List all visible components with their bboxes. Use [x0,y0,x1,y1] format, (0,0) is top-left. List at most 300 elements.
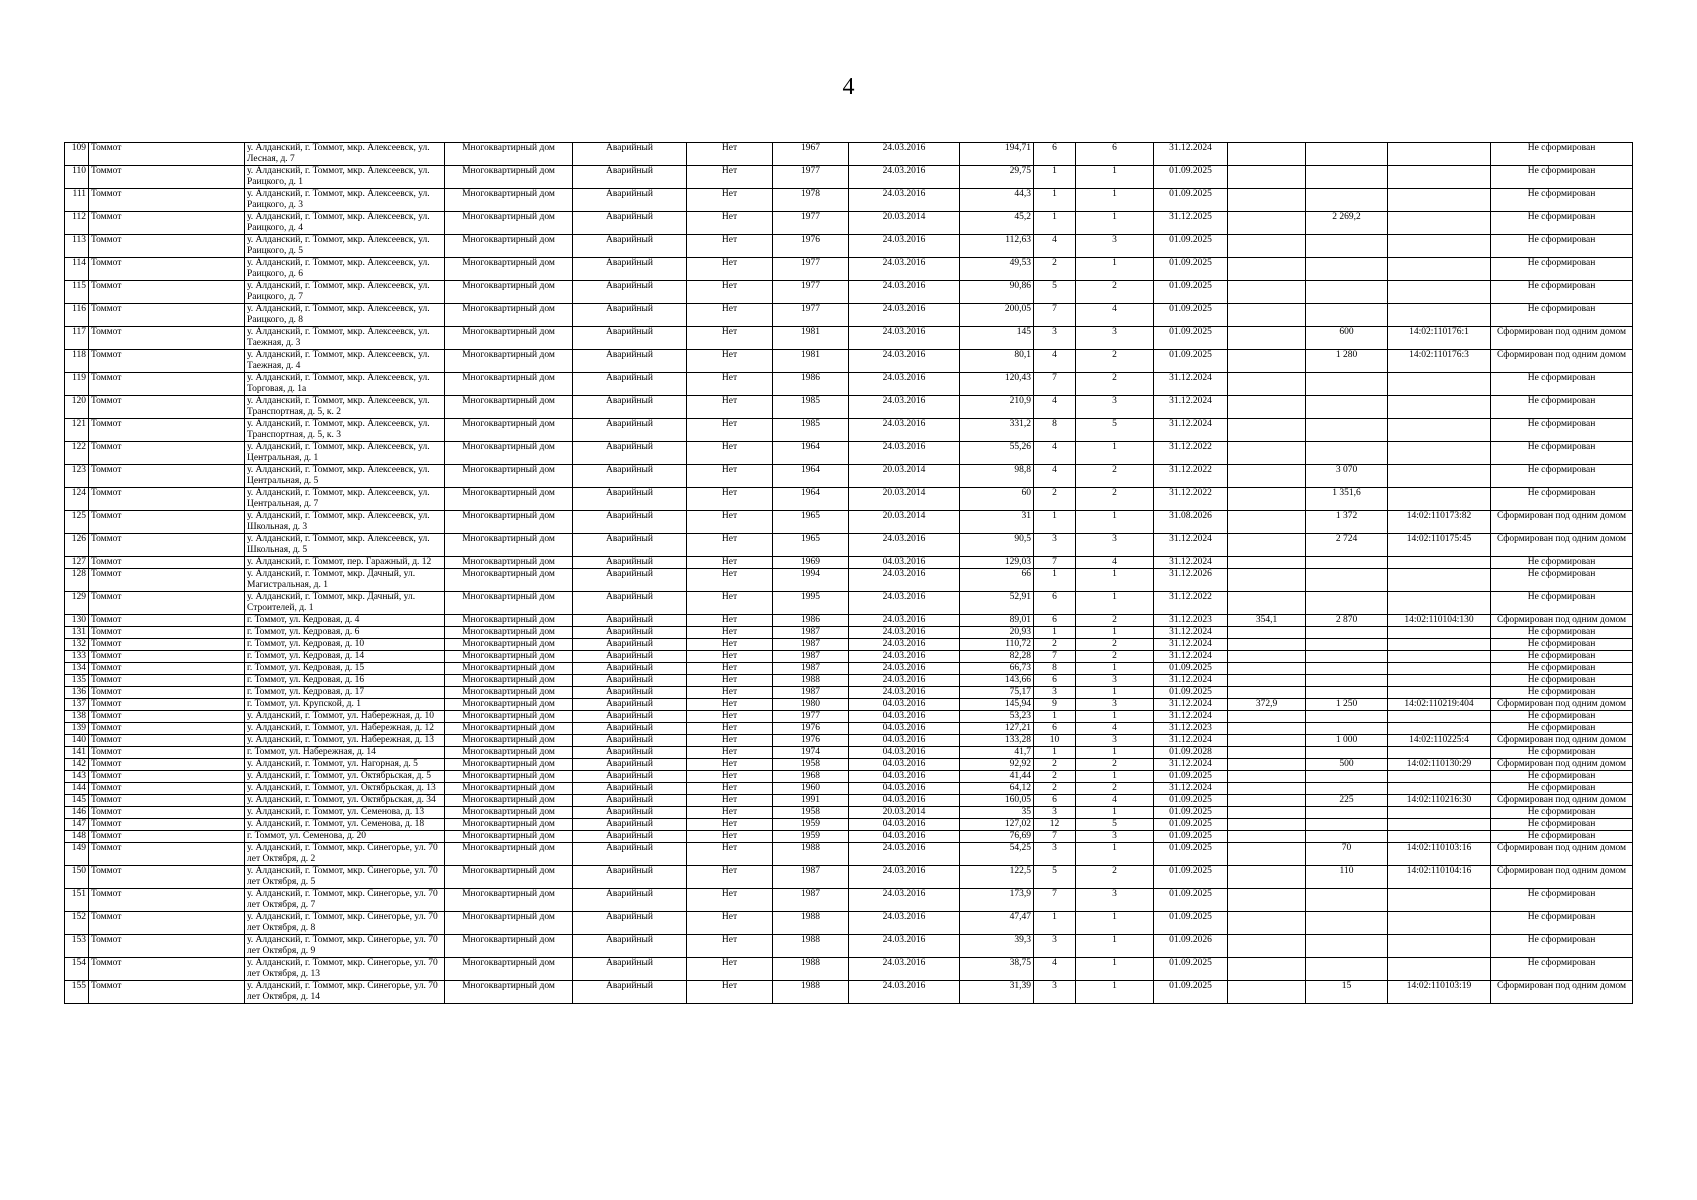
cell-settlement: Томмот [89,235,245,258]
cell-building-type: Многоквартирный дом [445,675,573,687]
cell-area: 76,69 [960,831,1034,843]
cell-construction-year: 1965 [773,511,849,534]
cell-area: 20,93 [960,627,1034,639]
cell-construction-year: 1974 [773,747,849,759]
cell-recognition-date: 24.03.2016 [849,304,960,327]
cell-plot-status: Сформирован под одним домом [1491,699,1633,711]
cell-building-type: Многоквартирный дом [445,866,573,889]
cell-plot-area [1306,396,1388,419]
cell-residents: 1 [1034,627,1076,639]
cell-land-area [1228,143,1306,166]
cell-address: у. Алданский, г. Томмот, ул. Семенова, д. 13 [245,807,445,819]
cell-land-area [1228,675,1306,687]
cell-settlement: Томмот [89,831,245,843]
cell-flats: 1 [1076,627,1154,639]
cell-plot-status: Не сформирован [1491,189,1633,212]
table-row [65,889,1633,912]
cell-cadastral-number [1388,258,1491,281]
cell-resettlement-deadline: 01.09.2025 [1154,866,1228,889]
cell-cadastral-number: 14:02:110216:30 [1388,795,1491,807]
cell-residents: 12 [1034,819,1076,831]
cell-building-type: Многоквартирный дом [445,912,573,935]
cell-condition: Аварийный [573,663,687,675]
cell-plot-status: Не сформирован [1491,747,1633,759]
cell-condition: Аварийный [573,747,687,759]
cell-flats: 1 [1076,663,1154,675]
cell-area: 129,03 [960,557,1034,569]
cell-address: г. Томмот, ул. Кедровая, д. 6 [245,627,445,639]
cell-cadastral-number: 14:02:110104:130 [1388,615,1491,627]
cell-settlement: Томмот [89,327,245,350]
cell-land-area [1228,534,1306,557]
cell-cadastral-number [1388,687,1491,699]
cell-construction-year: 1986 [773,615,849,627]
cell-cultural-heritage: Нет [687,687,773,699]
cell-row-number: 120 [65,396,89,419]
cell-area: 38,75 [960,958,1034,981]
cell-residents: 1 [1034,189,1076,212]
cell-resettlement-deadline: 01.09.2025 [1154,981,1228,1004]
cell-construction-year: 1977 [773,212,849,235]
cell-row-number: 140 [65,735,89,747]
cell-flats: 2 [1076,373,1154,396]
cell-settlement: Томмот [89,747,245,759]
cell-cultural-heritage: Нет [687,569,773,592]
cell-residents: 5 [1034,281,1076,304]
cell-area: 44,3 [960,189,1034,212]
cell-cultural-heritage: Нет [687,212,773,235]
cell-condition: Аварийный [573,699,687,711]
cell-building-type: Многоквартирный дом [445,212,573,235]
cell-cultural-heritage: Нет [687,627,773,639]
cell-plot-area: 1 280 [1306,350,1388,373]
cell-plot-status: Не сформирован [1491,639,1633,651]
cell-plot-status: Сформирован под одним домом [1491,615,1633,627]
cell-row-number: 123 [65,465,89,488]
cell-settlement: Томмот [89,687,245,699]
table-row [65,675,1633,687]
cell-building-type: Многоквартирный дом [445,699,573,711]
cell-building-type: Многоквартирный дом [445,795,573,807]
cell-building-type: Многоквартирный дом [445,807,573,819]
cell-area: 210,9 [960,396,1034,419]
cell-area: 89,01 [960,615,1034,627]
cell-residents: 6 [1034,675,1076,687]
cell-building-type: Многоквартирный дом [445,759,573,771]
table-row [65,143,1633,166]
cell-cadastral-number [1388,396,1491,419]
cell-recognition-date: 04.03.2016 [849,699,960,711]
cell-condition: Аварийный [573,771,687,783]
cell-cadastral-number: 14:02:110176:1 [1388,327,1491,350]
cell-settlement: Томмот [89,557,245,569]
cell-row-number: 136 [65,687,89,699]
cell-row-number: 119 [65,373,89,396]
cell-resettlement-deadline: 01.09.2025 [1154,281,1228,304]
cell-row-number: 122 [65,442,89,465]
cell-plot-area [1306,189,1388,212]
table-row [65,843,1633,866]
cell-flats: 1 [1076,912,1154,935]
cell-settlement: Томмот [89,627,245,639]
cell-flats: 1 [1076,958,1154,981]
cell-residents: 3 [1034,935,1076,958]
cell-flats: 4 [1076,304,1154,327]
cell-condition: Аварийный [573,442,687,465]
cell-plot-area: 225 [1306,795,1388,807]
cell-land-area [1228,627,1306,639]
cell-plot-area [1306,747,1388,759]
cell-residents: 9 [1034,699,1076,711]
cell-resettlement-deadline: 31.12.2024 [1154,699,1228,711]
cell-plot-area [1306,807,1388,819]
cell-cadastral-number [1388,235,1491,258]
table-row [65,212,1633,235]
cell-settlement: Томмот [89,843,245,866]
cell-building-type: Многоквартирный дом [445,373,573,396]
cell-cultural-heritage: Нет [687,465,773,488]
cell-flats: 2 [1076,651,1154,663]
cell-cultural-heritage: Нет [687,143,773,166]
cell-area: 80,1 [960,350,1034,373]
cell-settlement: Томмот [89,735,245,747]
cell-construction-year: 1977 [773,258,849,281]
cell-land-area [1228,235,1306,258]
cell-cultural-heritage: Нет [687,557,773,569]
cell-flats: 1 [1076,711,1154,723]
cell-cadastral-number [1388,419,1491,442]
table-row [65,327,1633,350]
cell-recognition-date: 24.03.2016 [849,442,960,465]
cell-cultural-heritage: Нет [687,651,773,663]
cell-plot-status: Не сформирован [1491,627,1633,639]
cell-building-type: Многоквартирный дом [445,771,573,783]
cell-resettlement-deadline: 31.12.2024 [1154,373,1228,396]
table-row [65,396,1633,419]
cell-building-type: Многоквартирный дом [445,935,573,958]
table-row [65,687,1633,699]
cell-address: у. Алданский, г. Томмот, мкр. Синегорье, ул. 70 лет Октября, д. 13 [245,958,445,981]
cell-plot-status: Не сформирован [1491,651,1633,663]
cell-cadastral-number [1388,783,1491,795]
cell-area: 35 [960,807,1034,819]
cell-row-number: 109 [65,143,89,166]
cell-settlement: Томмот [89,442,245,465]
cell-land-area [1228,465,1306,488]
cell-resettlement-deadline: 31.12.2024 [1154,419,1228,442]
cell-settlement: Томмот [89,373,245,396]
table-row [65,569,1633,592]
cell-resettlement-deadline: 01.09.2025 [1154,771,1228,783]
cell-address: у. Алданский, г. Томмот, мкр. Алексеевск, ул. Транспортная, д. 5, к. 2 [245,396,445,419]
cell-plot-status: Не сформирован [1491,373,1633,396]
cell-residents: 4 [1034,350,1076,373]
cell-address: г. Томмот, ул. Семенова, д. 20 [245,831,445,843]
cell-flats: 1 [1076,807,1154,819]
cell-condition: Аварийный [573,258,687,281]
cell-cadastral-number [1388,807,1491,819]
table-row [65,419,1633,442]
cell-cadastral-number [1388,189,1491,212]
cell-plot-area [1306,675,1388,687]
cell-recognition-date: 04.03.2016 [849,771,960,783]
cell-residents: 7 [1034,889,1076,912]
cell-resettlement-deadline: 01.09.2025 [1154,819,1228,831]
cell-plot-area [1306,819,1388,831]
cell-land-area [1228,935,1306,958]
cell-flats: 1 [1076,442,1154,465]
cell-cultural-heritage: Нет [687,304,773,327]
cell-flats: 3 [1076,699,1154,711]
cell-address: у. Алданский, г. Томмот, ул. Набережная, д. 10 [245,711,445,723]
cell-address: у. Алданский, г. Томмот, мкр. Алексеевск, ул. Таежная, д. 4 [245,350,445,373]
cell-residents: 8 [1034,663,1076,675]
cell-address: г. Томмот, ул. Крупской, д. 1 [245,699,445,711]
cell-plot-status: Не сформирован [1491,442,1633,465]
cell-condition: Аварийный [573,735,687,747]
cell-address: г. Томмот, ул. Кедровая, д. 14 [245,651,445,663]
cell-cadastral-number: 14:02:110103:19 [1388,981,1491,1004]
cell-land-area [1228,419,1306,442]
cell-building-type: Многоквартирный дом [445,327,573,350]
cell-construction-year: 1988 [773,912,849,935]
cell-cultural-heritage: Нет [687,771,773,783]
cell-flats: 3 [1076,235,1154,258]
cell-building-type: Многоквартирный дом [445,350,573,373]
cell-land-area [1228,189,1306,212]
cell-plot-area [1306,281,1388,304]
cell-flats: 1 [1076,166,1154,189]
cell-settlement: Томмот [89,212,245,235]
cell-flats: 2 [1076,783,1154,795]
cell-recognition-date: 04.03.2016 [849,557,960,569]
cell-plot-area [1306,723,1388,735]
cell-recognition-date: 04.03.2016 [849,819,960,831]
cell-flats: 2 [1076,488,1154,511]
cell-area: 143,66 [960,675,1034,687]
cell-settlement: Томмот [89,807,245,819]
cell-building-type: Многоквартирный дом [445,615,573,627]
cell-area: 41,7 [960,747,1034,759]
cell-cadastral-number [1388,281,1491,304]
cell-land-area [1228,958,1306,981]
cell-cultural-heritage: Нет [687,935,773,958]
cell-construction-year: 1977 [773,166,849,189]
cell-settlement: Томмот [89,166,245,189]
cell-cadastral-number [1388,819,1491,831]
cell-resettlement-deadline: 01.09.2025 [1154,663,1228,675]
cell-plot-status: Сформирован под одним домом [1491,327,1633,350]
cell-construction-year: 1981 [773,327,849,350]
cell-cadastral-number [1388,143,1491,166]
cell-address: у. Алданский, г. Томмот, ул. Семенова, д. 18 [245,819,445,831]
cell-resettlement-deadline: 01.09.2025 [1154,958,1228,981]
cell-resettlement-deadline: 31.08.2026 [1154,511,1228,534]
cell-settlement: Томмот [89,651,245,663]
cell-building-type: Многоквартирный дом [445,534,573,557]
cell-land-area [1228,735,1306,747]
cell-construction-year: 1977 [773,304,849,327]
cell-plot-area [1306,373,1388,396]
cell-plot-status: Не сформирован [1491,723,1633,735]
cell-condition: Аварийный [573,511,687,534]
cell-address: у. Алданский, г. Томмот, мкр. Алексеевск, ул. Раицкого, д. 1 [245,166,445,189]
cell-address: у. Алданский, г. Томмот, мкр. Дачный, ул. Строителей, д. 1 [245,592,445,615]
cell-residents: 1 [1034,166,1076,189]
cell-residents: 4 [1034,442,1076,465]
cell-construction-year: 1964 [773,488,849,511]
cell-address: у. Алданский, г. Томмот, мкр. Алексеевск, ул. Школьная, д. 5 [245,534,445,557]
cell-row-number: 125 [65,511,89,534]
cell-flats: 4 [1076,557,1154,569]
cell-land-area [1228,795,1306,807]
cell-land-area [1228,866,1306,889]
cell-building-type: Многоквартирный дом [445,819,573,831]
cell-resettlement-deadline: 31.12.2024 [1154,557,1228,569]
cell-row-number: 144 [65,783,89,795]
cell-flats: 1 [1076,981,1154,1004]
cell-cadastral-number: 14:02:110175:45 [1388,534,1491,557]
cell-recognition-date: 24.03.2016 [849,143,960,166]
cell-settlement: Томмот [89,592,245,615]
cell-condition: Аварийный [573,350,687,373]
cell-residents: 6 [1034,143,1076,166]
cell-recognition-date: 24.03.2016 [849,569,960,592]
cell-settlement: Томмот [89,350,245,373]
cell-area: 127,21 [960,723,1034,735]
cell-condition: Аварийный [573,488,687,511]
cell-construction-year: 1988 [773,843,849,866]
cell-condition: Аварийный [573,651,687,663]
cell-recognition-date: 24.03.2016 [849,981,960,1004]
cell-resettlement-deadline: 31.12.2022 [1154,465,1228,488]
cell-building-type: Многоквартирный дом [445,592,573,615]
cell-land-area [1228,350,1306,373]
cell-resettlement-deadline: 31.12.2026 [1154,569,1228,592]
cell-residents: 4 [1034,235,1076,258]
cell-building-type: Многоквартирный дом [445,651,573,663]
cell-cultural-heritage: Нет [687,981,773,1004]
cell-land-area [1228,831,1306,843]
cell-row-number: 112 [65,212,89,235]
cell-flats: 4 [1076,723,1154,735]
cell-residents: 6 [1034,615,1076,627]
cell-building-type: Многоквартирный дом [445,511,573,534]
cell-land-area [1228,807,1306,819]
cell-address: у. Алданский, г. Томмот, мкр. Алексеевск, ул. Торговая, д. 1а [245,373,445,396]
cell-address: у. Алданский, г. Томмот, мкр. Синегорье, ул. 70 лет Октября, д. 14 [245,981,445,1004]
cell-construction-year: 1988 [773,935,849,958]
cell-plot-status: Не сформирован [1491,166,1633,189]
registry-body [65,143,1633,1004]
cell-condition: Аварийный [573,557,687,569]
cell-settlement: Томмот [89,488,245,511]
table-row [65,557,1633,569]
cell-condition: Аварийный [573,465,687,488]
cell-area: 160,05 [960,795,1034,807]
cell-settlement: Томмот [89,783,245,795]
cell-plot-area [1306,166,1388,189]
cell-plot-area [1306,569,1388,592]
cell-area: 145 [960,327,1034,350]
cell-cultural-heritage: Нет [687,327,773,350]
cell-cultural-heritage: Нет [687,843,773,866]
cell-plot-status: Не сформирован [1491,592,1633,615]
cell-resettlement-deadline: 01.09.2025 [1154,235,1228,258]
cell-building-type: Многоквартирный дом [445,958,573,981]
cell-row-number: 133 [65,651,89,663]
cell-plot-area: 1 000 [1306,735,1388,747]
cell-area: 31,39 [960,981,1034,1004]
cell-settlement: Томмот [89,819,245,831]
cell-building-type: Многоквартирный дом [445,442,573,465]
cell-residents: 1 [1034,511,1076,534]
cell-cadastral-number [1388,442,1491,465]
cell-resettlement-deadline: 01.09.2025 [1154,304,1228,327]
cell-row-number: 150 [65,866,89,889]
cell-condition: Аварийный [573,189,687,212]
table-row [65,627,1633,639]
cell-land-area [1228,723,1306,735]
cell-plot-status: Не сформирован [1491,831,1633,843]
cell-recognition-date: 24.03.2016 [849,889,960,912]
cell-recognition-date: 04.03.2016 [849,783,960,795]
cell-residents: 3 [1034,534,1076,557]
cell-address: г. Томмот, ул. Набережная, д. 14 [245,747,445,759]
cell-land-area [1228,747,1306,759]
cell-cultural-heritage: Нет [687,795,773,807]
cell-plot-status: Не сформирован [1491,281,1633,304]
cell-building-type: Многоквартирный дом [445,843,573,866]
cell-cadastral-number [1388,166,1491,189]
cell-plot-status: Не сформирован [1491,235,1633,258]
cell-land-area: 372,9 [1228,699,1306,711]
cell-flats: 1 [1076,843,1154,866]
cell-row-number: 147 [65,819,89,831]
cell-area: 29,75 [960,166,1034,189]
cell-row-number: 153 [65,935,89,958]
cell-cultural-heritage: Нет [687,281,773,304]
cell-flats: 6 [1076,143,1154,166]
table-row [65,759,1633,771]
cell-plot-area [1306,687,1388,699]
cell-condition: Аварийный [573,981,687,1004]
cell-settlement: Томмот [89,771,245,783]
page-number: 4 [842,74,855,100]
cell-cadastral-number [1388,935,1491,958]
cell-row-number: 127 [65,557,89,569]
cell-resettlement-deadline: 31.12.2024 [1154,639,1228,651]
cell-construction-year: 1987 [773,889,849,912]
cell-plot-status: Сформирован под одним домом [1491,511,1633,534]
table-row [65,771,1633,783]
cell-plot-status: Сформирован под одним домом [1491,534,1633,557]
cell-plot-area [1306,958,1388,981]
cell-recognition-date: 24.03.2016 [849,534,960,557]
cell-resettlement-deadline: 01.09.2025 [1154,189,1228,212]
cell-construction-year: 1995 [773,592,849,615]
cell-flats: 5 [1076,419,1154,442]
cell-row-number: 111 [65,189,89,212]
cell-resettlement-deadline: 31.12.2024 [1154,711,1228,723]
cell-cadastral-number [1388,557,1491,569]
cell-recognition-date: 04.03.2016 [849,795,960,807]
cell-recognition-date: 24.03.2016 [849,627,960,639]
cell-plot-area [1306,419,1388,442]
cell-plot-area: 15 [1306,981,1388,1004]
cell-address: у. Алданский, г. Томмот, мкр. Алексеевск, ул. Раицкого, д. 6 [245,258,445,281]
cell-address: у. Алданский, г. Томмот, ул. Октябрьская, д. 5 [245,771,445,783]
